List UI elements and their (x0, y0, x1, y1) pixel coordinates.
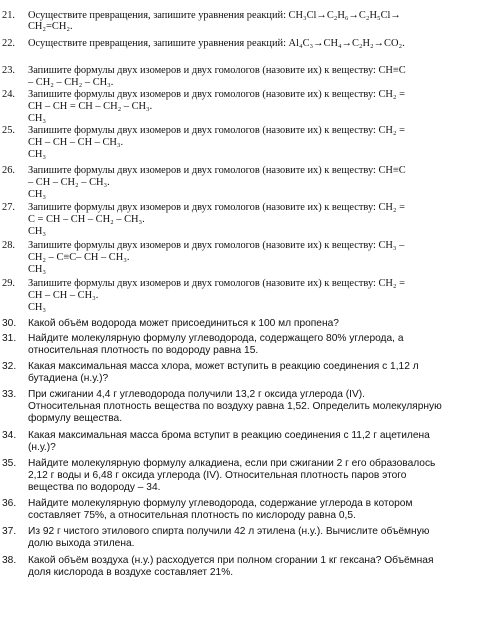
task-text: Осуществите превращения, запишите уравнения реакций: CH₃Cl→C₂H₆→C₂H₅Cl→ (28, 10, 401, 21)
task-number: 37. (2, 526, 17, 537)
task-21-line-2: CH₂=CH₂. (28, 21, 73, 32)
task-27-line-3: CH₃ (28, 226, 47, 237)
task-31 (2, 333, 494, 345)
task-number: 32. (2, 361, 17, 372)
task-23 (2, 65, 494, 77)
task-37 (2, 526, 494, 538)
task-text: Какая максимальная масса брома вступит в реакцию соединения с 11,2 г ацетилена (28, 430, 430, 441)
task-33 (2, 389, 494, 401)
task-29 (2, 278, 494, 290)
task-number: 22. (2, 38, 15, 49)
task-number: 21. (2, 10, 15, 21)
task-text: Осуществите превращения, запишите уравнения реакций: Al₄C₃→CH₄→C₂H₂→CO₂. (28, 38, 405, 49)
task-21 (2, 10, 494, 22)
task-text: Запишите формулы двух изомеров и двух гомологов (назовите их) к веществу: CH₂ = (28, 89, 406, 100)
task-28-line-2: CH₂ – C≡C– CH – CH₃. (28, 252, 130, 263)
task-37-line-2: долю выхода этилена. (28, 538, 135, 549)
task-29-line-2: CH – CH – CH₃. (28, 290, 99, 301)
task-31-line-2: относительная плотность по водороду равна 15. (28, 345, 259, 356)
task-36 (2, 498, 494, 510)
task-34 (2, 430, 494, 442)
task-34-line-2: (н.у.)? (28, 442, 56, 453)
task-number: 28. (2, 240, 15, 251)
task-22 (2, 38, 494, 50)
task-24-line-3: CH₃ (28, 113, 47, 124)
task-text: Запишите формулы двух изомеров и двух гомологов (назовите их) к веществу: CH₂ = (28, 202, 406, 213)
task-text: При сжигании 4,4 г углеводорода получили 13,2 г оксида углерода (IV). (28, 389, 365, 400)
task-33-line-2: Относительная плотность вещества по воздуху равна 1,52. Определить молекулярную (28, 401, 442, 412)
task-27-line-2: C = CH – CH – CH₂ – CH₃. (28, 214, 145, 225)
task-number: 24. (2, 89, 15, 100)
task-26-line-2: – CH – CH₂ – CH₃. (28, 177, 110, 188)
task-number: 25. (2, 125, 15, 136)
task-text: Найдите молекулярную формулу углеводорода, содержащего 80% углерода, а (28, 333, 404, 344)
task-36-line-2: составляет 75%, а относительная плотность по кислороду равна 0,5. (28, 510, 356, 521)
task-26-line-3: CH₃ (28, 189, 47, 200)
task-number: 23. (2, 65, 15, 76)
task-25-line-2: CH – CH – CH – CH₃. (28, 137, 124, 148)
task-33-line-3: формулу вещества. (28, 413, 123, 424)
task-text: Запишите формулы двух изомеров и двух гомологов (назовите их) к веществу: CH₂ = (28, 125, 406, 136)
task-text: Запишите формулы двух изомеров и двух гомологов (назовите их) к веществу: CH≡C (28, 165, 406, 176)
task-35-line-3: вещества по водороду – 34. (28, 482, 161, 493)
task-number: 35. (2, 458, 17, 469)
task-text: Запишите формулы двух изомеров и двух гомологов (назовите их) к веществу: CH₃ – (28, 240, 405, 251)
task-38 (2, 555, 494, 567)
task-27 (2, 202, 494, 214)
task-number: 31. (2, 333, 17, 344)
task-text: Найдите молекулярную формулу углеводорода, содержание углерода в котором (28, 498, 413, 509)
task-number: 29. (2, 278, 15, 289)
task-text: Запишите формулы двух изомеров и двух гомологов (назовите их) к веществу: CH₂ = (28, 278, 406, 289)
task-text: Найдите молекулярную формулу алкадиена, если при сжигании 2 г его образовалось (28, 458, 436, 469)
task-38-line-2: доля кислорода в воздухе составляет 21%. (28, 567, 234, 578)
task-text: Какая максимальная масса хлора, может вступить в реакцию соединения с 1,12 л (28, 361, 419, 372)
task-number: 27. (2, 202, 15, 213)
task-text: Какой объём воздуха (н.у.) расходуется при полном сгорании 1 кг гексана? Объёмная (28, 555, 434, 566)
task-text: Какой объём водорода может присоединиться к 100 мл пропена? (28, 318, 339, 329)
task-28-line-3: CH₃ (28, 264, 47, 275)
task-28 (2, 240, 494, 252)
task-32 (2, 361, 494, 373)
task-29-line-3: CH₃ (28, 302, 47, 313)
task-35-line-2: 2,12 г воды и 6,48 г оксида углерода (IV). Относительная плотность паров этого (28, 470, 407, 481)
task-35 (2, 458, 494, 470)
task-number: 34. (2, 430, 17, 441)
task-26 (2, 165, 494, 177)
task-number: 33. (2, 389, 17, 400)
task-24-line-2: CH – CH = CH – CH₂ – CH₃. (28, 101, 153, 112)
task-30 (2, 318, 494, 330)
task-text: Запишите формулы двух изомеров и двух гомологов (назовите их) к веществу: CH≡C (28, 65, 406, 76)
task-number: 30. (2, 318, 17, 329)
task-32-line-2: бутадиена (н.у.)? (28, 373, 109, 384)
task-25 (2, 125, 494, 137)
task-text: Из 92 г чистого этилового спирта получили 42 л этилена (н.у.). Вычислите объёмную (28, 526, 430, 537)
task-23-line-2: – CH₂ – CH₂ – CH₃. (28, 77, 114, 88)
task-24 (2, 89, 494, 101)
task-number: 26. (2, 165, 15, 176)
task-25-line-3: CH₃ (28, 149, 47, 160)
task-number: 36. (2, 498, 17, 509)
task-number: 38. (2, 555, 17, 566)
